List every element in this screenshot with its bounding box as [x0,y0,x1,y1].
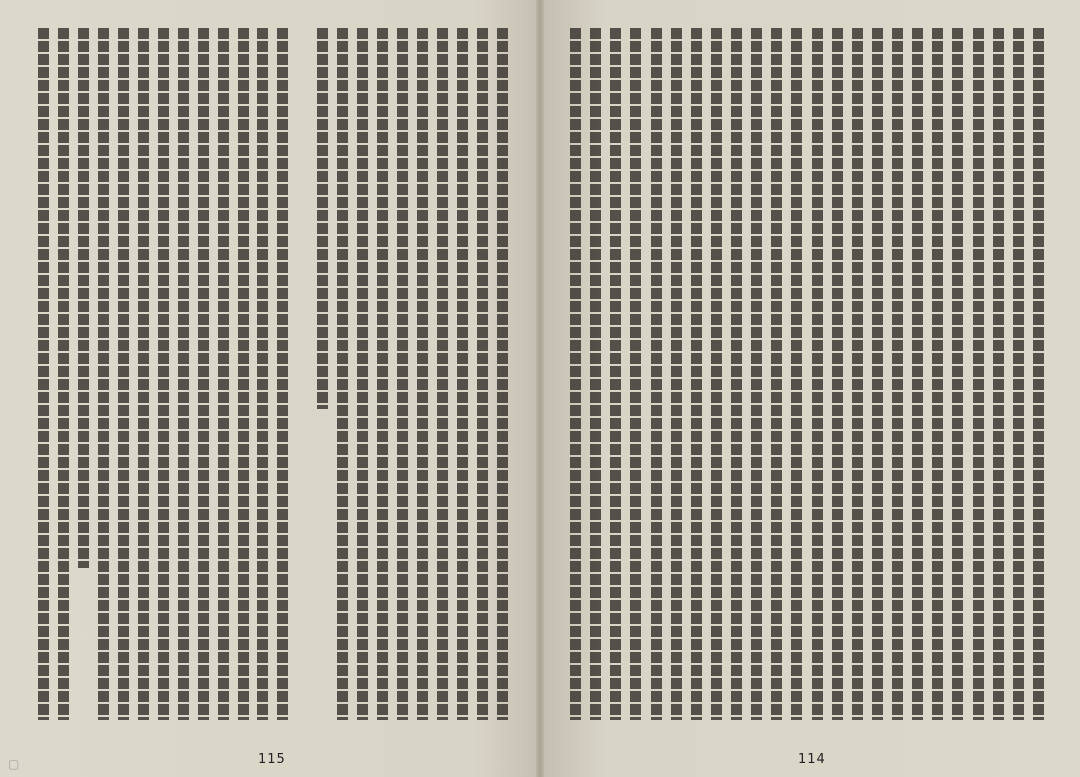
text-column [610,28,621,720]
text-column [691,28,702,720]
text-column [892,28,903,720]
text-column [651,28,662,720]
text-column [158,28,169,720]
text-column [357,28,368,720]
page-number-right: 114 [798,752,826,767]
text-column [952,28,963,720]
text-column [630,28,641,720]
right-page [540,0,1080,777]
text-column [570,28,581,720]
text-column [872,28,883,720]
text-column [852,28,863,720]
text-column [257,28,268,720]
text-column [993,28,1004,720]
text-column [337,28,348,720]
text-column [138,28,149,720]
text-column [477,28,488,720]
page-number-left: 115 [258,752,286,767]
text-column [1033,28,1044,720]
text-column [731,28,742,720]
text-column [317,28,328,409]
text-column [277,28,288,720]
text-column [457,28,468,720]
text-column [417,28,428,720]
left-page-text-columns [38,28,508,720]
text-column [118,28,129,720]
text-column [497,28,508,720]
text-column [377,28,388,720]
text-column [218,28,229,720]
text-column [178,28,189,720]
text-column [38,28,49,720]
text-column [98,28,109,720]
text-column [791,28,802,720]
text-column [1013,28,1024,720]
text-column [973,28,984,720]
text-column-gap [297,28,308,720]
text-column [812,28,823,720]
text-column [751,28,762,720]
text-column [437,28,448,720]
text-column [590,28,601,720]
text-column [198,28,209,720]
text-column [397,28,408,720]
text-column [771,28,782,720]
text-column [238,28,249,720]
text-column [78,28,89,568]
text-column [912,28,923,720]
right-page-text-columns [570,28,1044,720]
text-column [832,28,843,720]
book-gutter [536,0,544,777]
text-column [58,28,69,720]
text-column [932,28,943,720]
text-column [671,28,682,720]
watermark-logo: ▢ [8,757,20,771]
text-column [711,28,722,720]
